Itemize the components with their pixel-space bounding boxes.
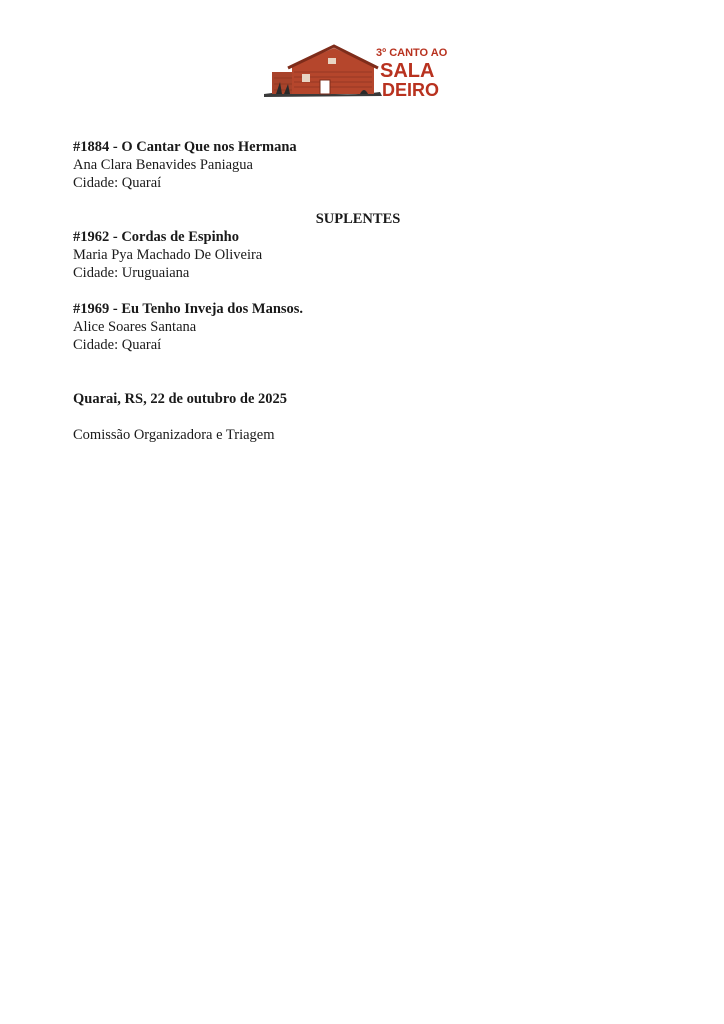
logo-text-line1: 3º CANTO AO [376, 47, 448, 59]
entry-city: Cidade: Uruguaiana [73, 265, 190, 281]
entry-author: Alice Soares Santana [73, 319, 197, 335]
entry-city: Cidade: Quaraí [73, 337, 162, 353]
logo-window-left [302, 74, 310, 82]
logo-left-wall [272, 72, 294, 94]
signoff-date: Quarai, RS, 22 de outubro de 2025 [73, 391, 288, 407]
entry-author: Maria Pya Machado De Oliveira [73, 247, 263, 263]
entry-author: Ana Clara Benavides Paniagua [73, 157, 253, 173]
entry-city: Cidade: Quaraí [73, 175, 162, 191]
selected-entry [73, 138, 653, 192]
entry-title: #1884 - O Cantar Que nos Hermana [73, 139, 297, 155]
document-body [73, 138, 653, 444]
logo-door [320, 80, 330, 94]
logo-text-line2: SALA [380, 60, 435, 82]
logo-window-top [328, 58, 336, 64]
canto-ao-saladeiro-logo [262, 44, 448, 100]
logo-text-line3: DEIRO [382, 80, 440, 100]
event-logo [262, 44, 448, 100]
suplentes-heading: SUPLENTES [315, 211, 401, 227]
suplente-entry [73, 228, 653, 282]
entry-title: #1962 - Cordas de Espinho [73, 229, 239, 245]
entry-title: #1969 - Eu Tenho Inveja dos Mansos. [73, 301, 304, 317]
suplente-entry [73, 300, 653, 354]
signoff-committee: Comissão Organizadora e Triagem [73, 427, 275, 443]
